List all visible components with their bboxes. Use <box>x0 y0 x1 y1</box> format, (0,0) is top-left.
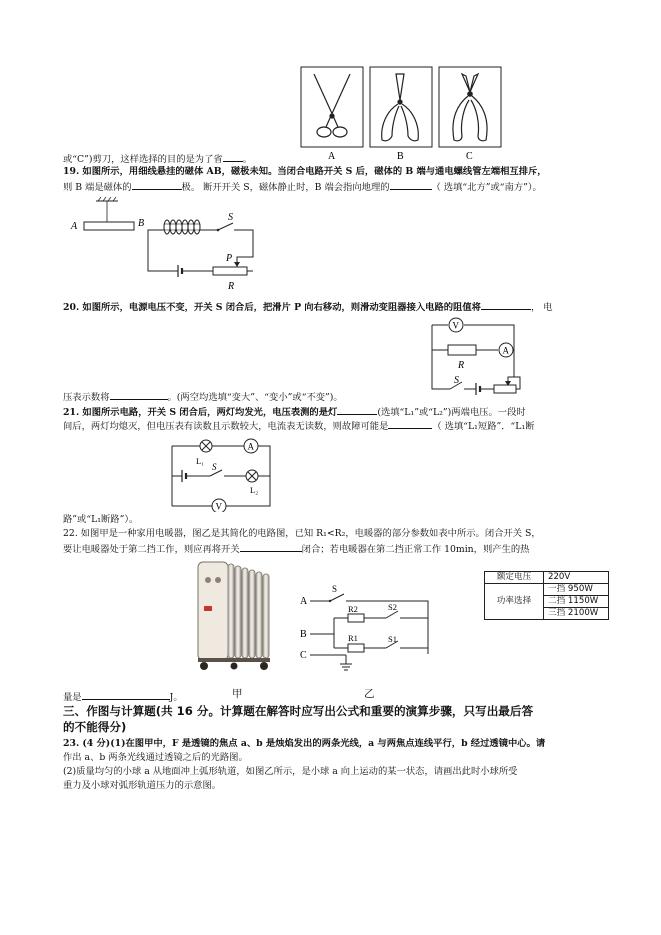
q23-line3 <box>63 766 517 778</box>
q21-label-s: S <box>212 462 217 472</box>
q22-label-a: A <box>300 596 308 607</box>
q22-circuit <box>298 584 438 678</box>
q20-resistor <box>448 345 476 355</box>
q22-switch-s <box>330 594 344 601</box>
q22-label-s: S <box>332 584 338 594</box>
q22-switch-s2 <box>386 611 398 618</box>
q21-label-l2: L₂ <box>250 485 259 495</box>
scissors-a-frame <box>301 67 363 147</box>
q21-text-2a: 间后，两灯均熄灭，但电压表有读数且示数较大，电流表无读数，则故障可能是 <box>63 421 389 432</box>
q18-tail <box>63 152 252 166</box>
section3-heading-line2: 的不能得分) <box>63 720 127 734</box>
q21-text-1a: 21. 如图所示电路，开关 S 闭合后，两灯均发光，电压表测的是灯 <box>63 407 338 418</box>
label-yi: 乙 <box>364 688 375 700</box>
q20-text-1a: 20. 如图所示，电源电压不变，开关 S 闭合后，把滑片 P 向右移动，则滑动变阻器接入电路的阻值将 <box>63 302 481 313</box>
solenoid <box>164 220 200 234</box>
q23-line4 <box>63 780 221 792</box>
q19-label-p: P <box>226 253 233 264</box>
q22-r2 <box>348 614 364 622</box>
section3-heading-line1: 三、作图与计算题(共 16 分。计算题在解答时应写出公式和重要的演算步骤，只写出最后答 <box>63 704 534 718</box>
q22-blank-2[interactable] <box>82 690 170 700</box>
q20-label-a: A <box>502 345 509 356</box>
table-row <box>485 584 609 596</box>
q20-label-s: S <box>454 375 459 386</box>
q21-figure <box>166 432 276 512</box>
table-cell-rated-value: 220V <box>544 572 609 584</box>
q21-text-2b: （ 选填“L₁短路”．“L₁断 <box>432 421 535 432</box>
q20-label-v: V <box>452 320 459 331</box>
heater-parameter-table <box>484 571 609 620</box>
q19-label-b: B <box>138 218 145 229</box>
q19-label-a: A <box>71 221 78 232</box>
q21-text-3: 路”或“L₁断路”）。 <box>63 514 139 525</box>
q21-blank-2[interactable] <box>388 419 432 429</box>
magnet-ab <box>84 222 134 230</box>
table-cell-rated-label: 额定电压 <box>485 572 544 584</box>
q20-line1 <box>63 300 553 314</box>
q20-blank-2[interactable] <box>110 390 168 400</box>
q22-label-r1: R1 <box>348 633 358 643</box>
q22-line3 <box>63 690 183 704</box>
q19-text-1: 19. 如图所示，用细线悬挂的磁体 AB，磁极未知。当闭合电路开关 S 后，磁体的 B 端与通电螺线管左端相互排斥， <box>63 166 547 177</box>
q22-text-2b: 闭合；若电暖器在第二挡正常工作 10min，则产生的热 <box>301 544 530 555</box>
table-cell-gear-1: 一挡 950W <box>544 584 609 596</box>
q19-text-2a: 则 B 端是磁体的 <box>63 182 132 193</box>
q22-label-s2: S2 <box>388 602 397 612</box>
q19-line1 <box>63 166 547 178</box>
scissors-label-b: B <box>397 151 404 162</box>
rheostat <box>213 267 247 275</box>
q22-label-r2: R2 <box>348 604 358 614</box>
scissors-figure <box>300 66 502 162</box>
q20-label-r: R <box>458 360 465 371</box>
q18-tail-text: 或“C”)剪刀，这样选择的目的是为了省 <box>63 154 223 165</box>
q22-r1 <box>348 644 364 652</box>
q23-text-2: 作出 a、b 两条光线通过透镜之后的光路图。 <box>63 752 248 763</box>
scissors-b-icon <box>382 74 419 141</box>
q20-text-1b: ， 电 <box>530 302 553 313</box>
q20-text-2b: 。(两空均选填“变大”、“变小”或“不变”)。 <box>167 392 343 403</box>
q23-text-4: 重力及小球对弧形轨道压力的示意图。 <box>63 780 222 791</box>
q20-blank-1[interactable] <box>481 300 531 310</box>
q19-label-r: R <box>228 281 235 292</box>
q20-line2 <box>63 390 343 404</box>
q19-text-2b: 极。 断开开关 S，磁体静止时，B 端会指向地理的 <box>181 182 390 193</box>
q21-label-a: A <box>247 441 254 452</box>
q23-line2 <box>63 752 248 764</box>
q22-line2 <box>63 542 529 556</box>
q23-line1 <box>63 738 545 750</box>
q22-text-2a: 要让电暖器处于第二挡工作，则应再将开关 <box>63 544 240 555</box>
q23-text-3: (2)质量均匀的小球 a 从地面冲上弧形轨道，如图乙所示，是小球 a 向上运动的某一状态，请画出此时小球所受 <box>63 766 518 777</box>
q19-line2 <box>63 180 542 194</box>
scissors-label-a: A <box>328 151 336 162</box>
q22-line1 <box>63 528 541 540</box>
scissors-a-icon <box>314 74 350 137</box>
switch-s <box>218 223 233 230</box>
q22-blank-1[interactable] <box>240 542 302 552</box>
q20-text-2a: 压表示数将 <box>63 392 110 403</box>
q21-label-v: V <box>215 501 222 512</box>
q20-figure <box>428 315 528 395</box>
q23-text-1: 23. (4 分)(1)在图甲中，F 是透镜的焦点 a、b 是烛焰发出的两条光线，a 与两焦点连线平行，b 经过透镜中心。请 <box>63 738 546 749</box>
q22-text-3a: 量是 <box>63 692 82 703</box>
q19-blank-2[interactable] <box>390 180 432 190</box>
q21-lamp-right <box>246 470 258 482</box>
heater-image <box>192 558 274 672</box>
q18-tail-end: 。 <box>242 154 253 165</box>
q22-text-3b: J。 <box>169 692 183 703</box>
q21-label-l1: L₁ <box>196 456 205 466</box>
q22-label-s1: S1 <box>388 634 397 644</box>
q21-text-1b: (选填“L₁”或“L₂”)两端电压。一段时 <box>377 407 526 418</box>
q21-blank-1[interactable] <box>337 405 377 415</box>
q20-rheostat <box>494 385 516 393</box>
q22-label-c: C <box>300 650 307 661</box>
q18-blank[interactable] <box>223 152 243 162</box>
q21-line1 <box>63 405 526 419</box>
scissors-c-frame <box>439 67 501 147</box>
table-cell-gear-3: 三挡 2100W <box>544 608 609 620</box>
q19-text-2c: （ 选填“北方”或“南方”）。 <box>431 182 542 193</box>
scissors-c-icon <box>453 74 487 141</box>
q22-label-b: B <box>300 629 307 640</box>
q19-label-s: S <box>228 212 233 223</box>
q19-blank-1[interactable] <box>132 180 182 190</box>
q21-lamp-top <box>200 440 212 452</box>
scissors-label-c: C <box>466 151 473 162</box>
label-jia: 甲 <box>232 688 243 700</box>
table-row <box>485 572 609 584</box>
table-cell-gear-2: 二挡 1150W <box>544 596 609 608</box>
q22-text-1: 22. 如图甲是一种家用电暖器，图乙是其简化的电路图，已知 R₁<R₂，电暖器的部分参数如表中所示。闭合开关 S， <box>63 528 541 539</box>
table-cell-power-label: 功率选择 <box>485 584 544 620</box>
q21-line3 <box>63 514 138 526</box>
q21-line2 <box>63 419 535 433</box>
q19-figure <box>68 195 258 295</box>
